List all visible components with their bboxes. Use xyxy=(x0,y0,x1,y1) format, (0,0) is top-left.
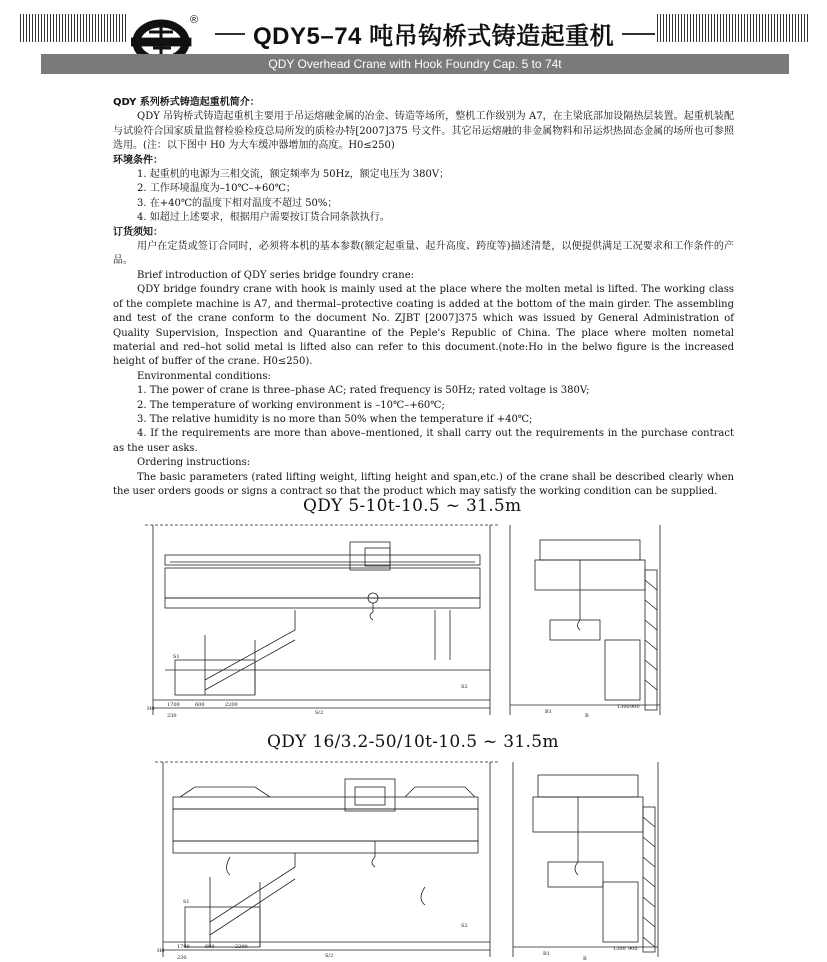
en-order-heading: Ordering instructions: xyxy=(137,457,251,469)
drawing-2-front-view xyxy=(155,757,500,962)
dim-label: S/2 xyxy=(325,953,334,959)
drawing-1-title: QDY 5-10t-10.5 ~ 31.5m xyxy=(303,496,522,516)
dim-label: B1 xyxy=(545,709,552,715)
en-env-item: 4. If the requirements are more than above–mentioned, it shall carry out the requirements in the purchase contract as the user asks. xyxy=(113,428,734,454)
logo-registered-mark: ® xyxy=(190,14,199,26)
dim-label: 2200 xyxy=(225,702,238,708)
en-intro-paragraph: QDY bridge foundry crane with hook is mainly used at the place where the molten metal is lifted. The working class of the complete machine is A7, and thermal–protective coating is added at the bottom of the main girder. The assembling and test of the crane conform to the document No. ZJBT [2007]375 which was issued by General Administration of Quality Supervision, Inspection and Quarantine of the Peple's Republic of China. The place where molten nometal material and red–hot solid metal is lifted also can refer to this document.(note:Ho in the belwo figure is the increased height of buffer of the crane. H0≤250). xyxy=(113,284,734,368)
cn-env-item: 4. 如超过上述要求，根据用户需要按订货合同条款执行。 xyxy=(137,212,390,224)
dim-label: 1700 xyxy=(167,702,180,708)
title-hatch-right xyxy=(655,14,808,42)
dim-label: S/2 xyxy=(315,710,324,716)
cn-order-paragraph: 用户在定货或签订合同时，必须将本机的基本参数(额定起重量、起升高度、跨度等)描述清楚，以便提供满足工况要求和工作条件的产品。 xyxy=(113,241,734,267)
dim-label: 230 xyxy=(177,955,187,961)
cn-intro-heading: QDY 系列桥式铸造起重机简介： xyxy=(113,97,260,108)
dim-label: 1300 xyxy=(617,704,630,710)
text-content xyxy=(113,96,734,499)
drawing-1-front-view xyxy=(145,520,500,720)
en-env-item: 3. The relative humidity is no more than 50% when the temperature if +40℃; xyxy=(137,413,533,425)
cn-env-heading: 环境条件： xyxy=(113,154,163,166)
dim-label: 600 xyxy=(195,702,205,708)
cn-env-item: 1. 起重机的电源为三相交流，额定频率为 50Hz，额定电压为 380V； xyxy=(137,169,450,181)
dim-label: 900 xyxy=(628,946,638,952)
cn-intro-paragraph: QDY 吊钩桥式铸造起重机主要用于吊运熔融金属的冶金、铸造等场所，整机工作级别为 A7，在主梁底部加设隔热层装置。起重机装配与试验符合国家质量监督检验检疫总局所发的质检办特[2007]375 号文件。其它吊运熔融的非金属物料和吊运炽热固态金属的场所也可参照选用。(注：以下图中 H0 为大车缓冲器增加的高度。H0≤250) xyxy=(113,111,734,152)
dim-label: B xyxy=(583,956,587,962)
page-title: QDY5–74 吨吊钩桥式铸造起重机 xyxy=(245,16,622,51)
drawing-2-side-view xyxy=(508,757,668,962)
dim-label: 1700 xyxy=(177,944,190,950)
dim-label: B1 xyxy=(543,951,550,957)
dim-label: 1300 xyxy=(613,946,626,952)
dim-label: H0 xyxy=(157,948,165,954)
en-env-heading: Environmental conditions: xyxy=(137,370,271,382)
dim-label: B xyxy=(585,713,589,719)
dim-label: 600 xyxy=(205,944,215,950)
cn-order-heading: 订货须知： xyxy=(113,226,163,238)
cn-env-item: 2. 工作环境温度为–10℃–+60℃； xyxy=(137,183,296,195)
cn-env-item: 3. 在+40℃的温度下相对温度不超过 50%； xyxy=(137,197,338,209)
dim-label: 2200 xyxy=(235,944,248,950)
en-env-item: 2. The temperature of working environment is –10℃–+60℃; xyxy=(137,399,445,411)
dim-label: S1 xyxy=(173,654,180,660)
dim-label: S1 xyxy=(183,899,190,905)
en-intro-heading: Brief introduction of QDY series bridge foundry crane: xyxy=(137,269,414,281)
title-hatch-leftside xyxy=(18,14,128,42)
en-env-item: 1. The power of crane is three–phase AC; rated frequency is 50Hz; rated voltage is 380V; xyxy=(137,385,590,397)
dim-label: H0 xyxy=(147,706,155,712)
dim-label: 900 xyxy=(630,704,640,710)
dim-label: S2 xyxy=(461,684,468,690)
drawing-1-side-view xyxy=(505,520,670,720)
page-subtitle: QDY Overhead Crane with Hook Foundry Cap. 5 to 74t xyxy=(268,57,562,71)
dim-label: S2 xyxy=(461,923,468,929)
subtitle-bar xyxy=(41,54,789,74)
drawing-2-title: QDY 16/3.2-50/10t-10.5 ~ 31.5m xyxy=(267,732,559,752)
dim-label: 230 xyxy=(167,713,177,719)
en-order-paragraph: The basic parameters (rated lifting weight, lifting height and span,etc.) of the crane shall be described clearly when the user orders goods or signs a contract so that the product which may satisfy the working condition can be supplied. xyxy=(113,471,734,497)
